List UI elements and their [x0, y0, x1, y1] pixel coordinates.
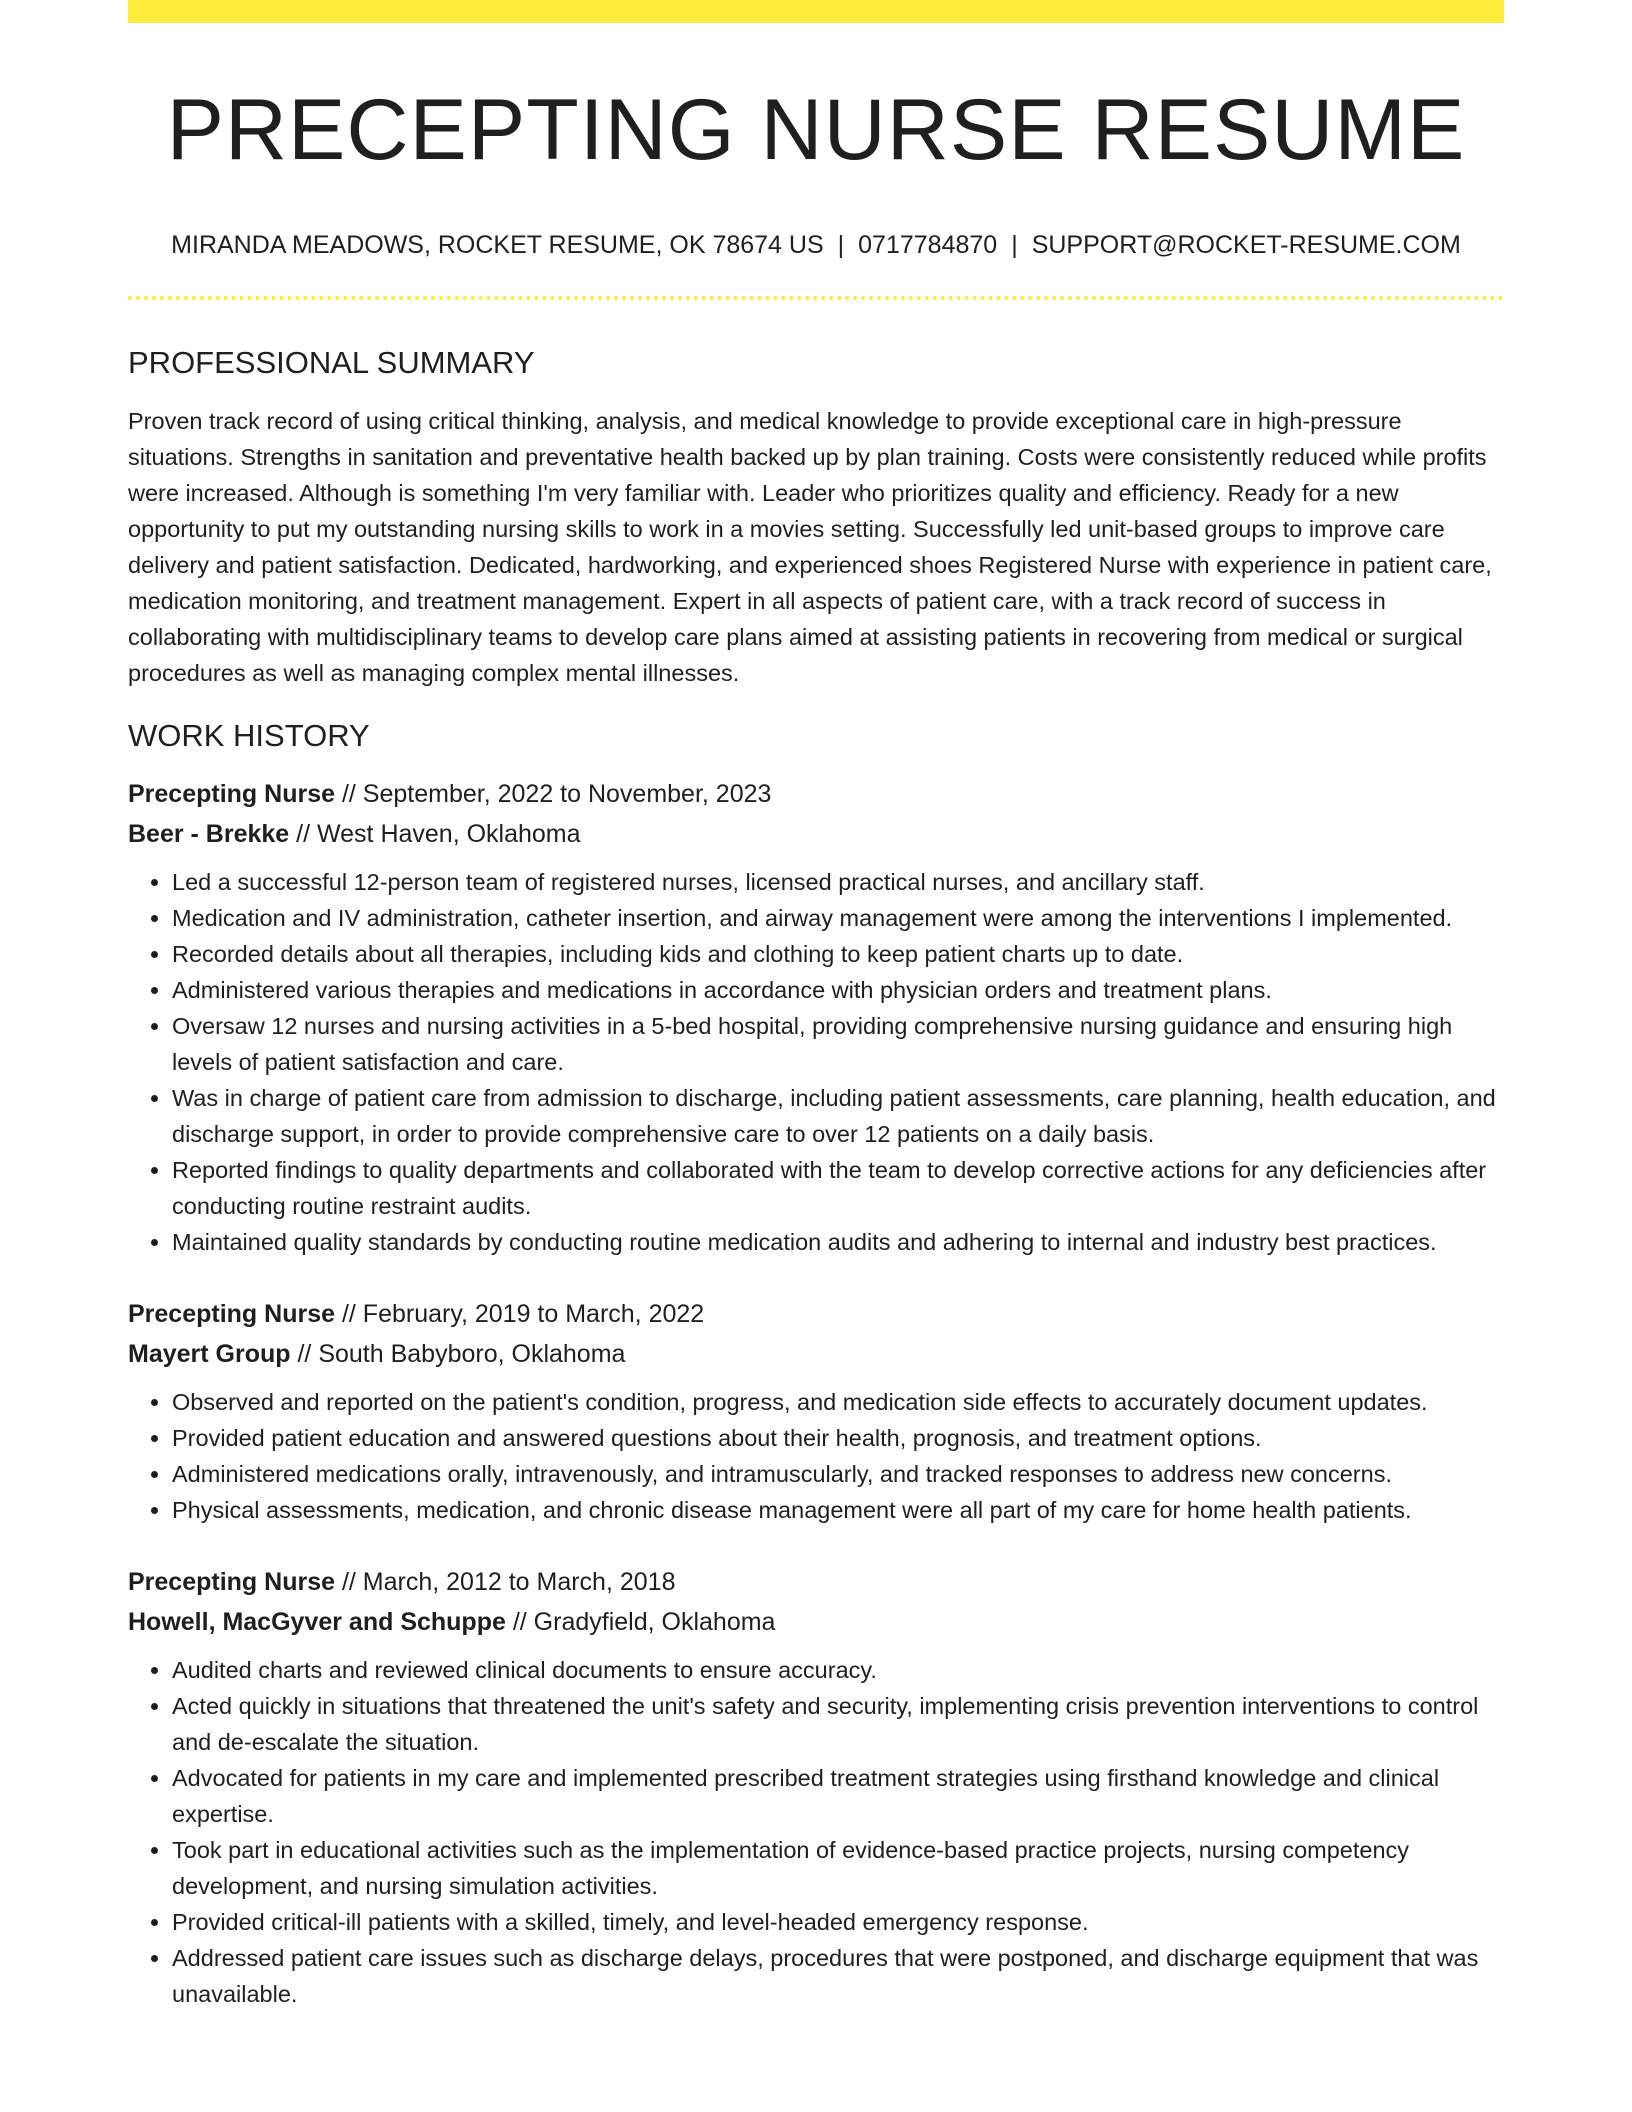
contact-address: MIRANDA MEADOWS, ROCKET RESUME, OK 78674 US [171, 230, 824, 259]
job-bullet: • Medication and IV administration, catheter insertion, and airway management were among the interventions I implemented. [172, 900, 1504, 936]
job-bullet: • Took part in educational activities such as the implementation of evidence-based practice projects, nursing competency development, and nursing simulation activities. [172, 1832, 1504, 1904]
contact-separator: | [1011, 230, 1018, 259]
job-title: Precepting Nurse [128, 1299, 336, 1328]
job-company-line [128, 1334, 1504, 1374]
job-bullet: • Maintained quality standards by conducting routine medication audits and adhering to internal and industry best practices. [172, 1224, 1504, 1260]
summary-text: Proven track record of using critical thinking, analysis, and medical knowledge to provide exceptional care in high-pressure situations. Strengths in sanitation and preventative health backed up by plan training. Costs were consistently reduced while profits were increased. Although is something I'm very familiar with. Leader who prioritizes quality and efficiency. Ready for a new opportunity to put my outstanding nursing skills to work in a movies setting. Successfully led unit-based groups to improve care delivery and patient satisfaction. Dedicated, hardworking, and experienced shoes Registered Nurse with experience in patient care, medication monitoring, and treatment management. Expert in all aspects of patient care, with a track record of success in collaborating with multidisciplinary teams to develop care plans aimed at assisting patients in recovering from medical or surgical procedures as well as managing complex mental illnesses. [128, 407, 1492, 686]
job-bullet: • Reported findings to quality departments and collaborated with the team to develop corrective actions for any deficiencies after conducting routine restraint audits. [172, 1152, 1504, 1224]
dotted-divider [128, 296, 1504, 300]
job-dates: // February, 2019 to March, 2022 [335, 1299, 705, 1328]
job-bullet-list [128, 864, 1504, 1260]
work-history-heading: WORK HISTORY [128, 717, 370, 753]
job-entry [128, 1562, 1504, 2012]
job-bullet-list [128, 1652, 1504, 2012]
job-company: Mayert Group [128, 1339, 291, 1368]
job-bullet: • Was in charge of patient care from admission to discharge, including patient assessments, care planning, health education, and discharge support, in order to provide comprehensive care to over 12 patients on a daily basis. [172, 1080, 1504, 1152]
job-title-line [128, 1294, 1504, 1334]
summary-heading: PROFESSIONAL SUMMARY [128, 344, 535, 380]
job-bullet: • Audited charts and reviewed clinical documents to ensure accuracy. [172, 1652, 1504, 1688]
job-bullet: • Acted quickly in situations that threatened the unit's safety and security, implementing crisis prevention interventions to control and de-escalate the situation. [172, 1688, 1504, 1760]
job-location: // West Haven, Oklahoma [289, 819, 581, 848]
job-location: // South Babyboro, Oklahoma [290, 1339, 626, 1368]
job-entry [128, 1294, 1504, 1528]
contact-line [128, 230, 1504, 260]
job-title: Precepting Nurse [128, 1567, 336, 1596]
job-bullet: • Recorded details about all therapies, including kids and clothing to keep patient charts up to date. [172, 936, 1504, 972]
contact-email: SUPPORT@ROCKET-RESUME.COM [1031, 230, 1461, 259]
job-bullet: • Addressed patient care issues such as discharge delays, procedures that were postponed, and discharge equipment that was unavailable. [172, 1940, 1504, 2012]
job-bullet: • Provided patient education and answered questions about their health, prognosis, and treatment options. [172, 1420, 1504, 1456]
job-company-line [128, 814, 1504, 854]
job-bullet: • Observed and reported on the patient's condition, progress, and medication side effects to accurately document updates. [172, 1384, 1504, 1420]
job-dates: // September, 2022 to November, 2023 [335, 779, 772, 808]
job-title-line [128, 1562, 1504, 1602]
accent-top-bar [128, 0, 1504, 23]
work-history-list [128, 774, 1504, 2012]
page-title: PRECEPTING NURSE RESUME [166, 82, 1466, 178]
job-company: Beer - Brekke [128, 819, 290, 848]
job-title-line [128, 774, 1504, 814]
job-bullet-list [128, 1384, 1504, 1528]
contact-phone: 0717784870 [858, 230, 998, 259]
job-company: Howell, MacGyver and Schuppe [128, 1607, 506, 1636]
job-title: Precepting Nurse [128, 779, 336, 808]
resume-page [128, 0, 1504, 2012]
job-location: // Gradyfield, Oklahoma [505, 1607, 776, 1636]
contact-separator: | [837, 230, 845, 259]
job-dates: // March, 2012 to March, 2018 [335, 1567, 676, 1596]
job-bullet: • Physical assessments, medication, and chronic disease management were all part of my care for home health patients. [172, 1492, 1504, 1528]
job-entry [128, 774, 1504, 1260]
job-bullet: • Administered medications orally, intravenously, and intramuscularly, and tracked responses to address new concerns. [172, 1456, 1504, 1492]
job-company-line [128, 1602, 1504, 1642]
job-bullet: • Administered various therapies and medications in accordance with physician orders and treatment plans. [172, 972, 1504, 1008]
job-bullet: • Advocated for patients in my care and implemented prescribed treatment strategies using firsthand knowledge and clinical expertise. [172, 1760, 1504, 1832]
job-bullet: • Led a successful 12-person team of registered nurses, licensed practical nurses, and ancillary staff. [172, 864, 1504, 900]
job-bullet: • Oversaw 12 nurses and nursing activities in a 5-bed hospital, providing comprehensive nursing guidance and ensuring high levels of patient satisfaction and care. [172, 1008, 1504, 1080]
job-bullet: • Provided critical-ill patients with a skilled, timely, and level-headed emergency response. [172, 1904, 1504, 1940]
